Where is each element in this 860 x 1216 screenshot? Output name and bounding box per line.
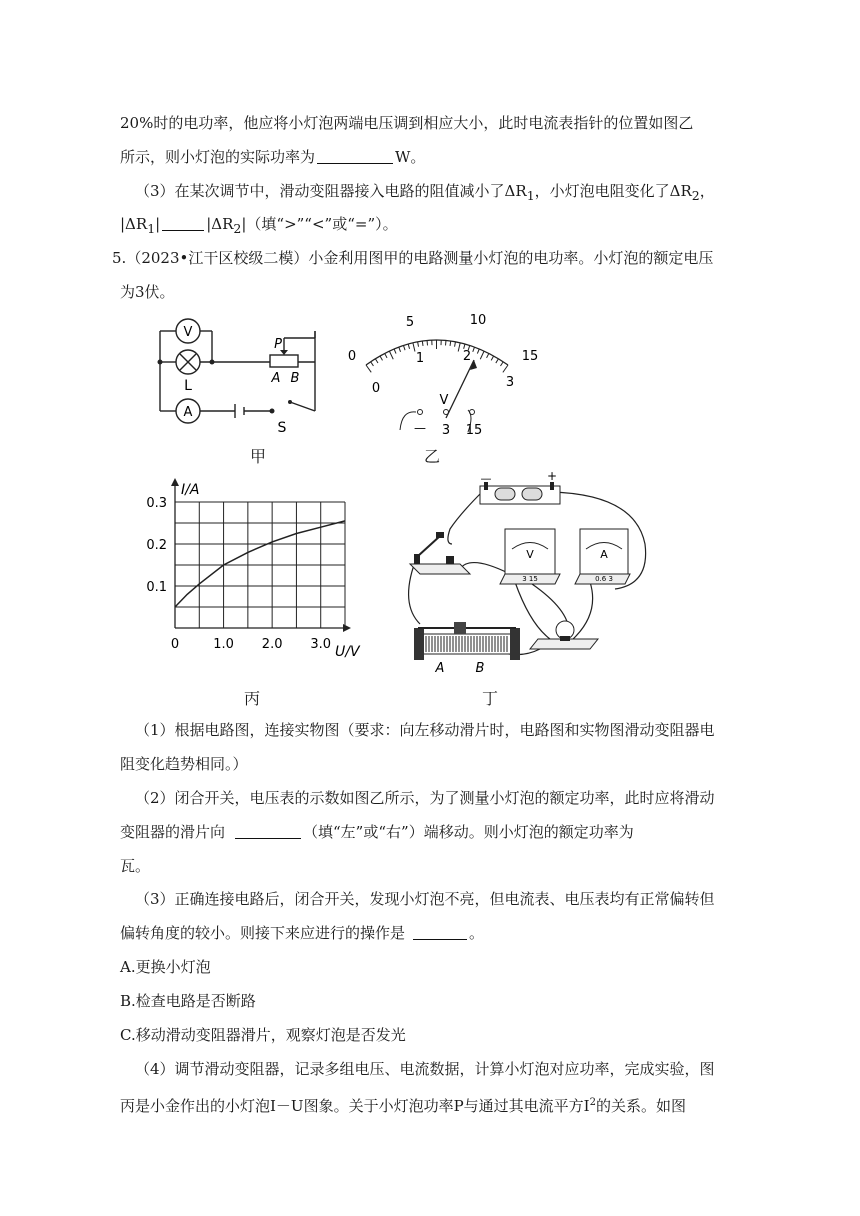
- dial-tick: [477, 349, 479, 354]
- outer-tick-10: 10: [469, 313, 487, 328]
- dial-tick: [473, 347, 475, 352]
- q5-p3-period: 。: [469, 924, 485, 942]
- q4-line1: 20%时的电功率，他应将小灯泡两端电压调到相应大小，此时电流表指针的位置如图乙: [120, 114, 694, 132]
- abs-dr1-sub: 1: [147, 221, 156, 236]
- terminal-3: 3: [441, 423, 451, 438]
- q4-p3-fill-hint: |（填“>”“<”或“=”）。: [241, 215, 398, 233]
- dial-tick: [480, 351, 484, 359]
- abs-bar: |: [155, 215, 161, 233]
- voltmeter-terminals: 3 15: [522, 575, 538, 583]
- dial-tick: [389, 351, 393, 359]
- abs-dr2: |ΔR: [206, 215, 234, 233]
- dial-tick: [491, 356, 493, 360]
- dial-tick: [418, 342, 419, 347]
- dial-needle: [446, 360, 474, 418]
- battery-minus: —: [480, 472, 492, 485]
- abs-dr1: |ΔR: [120, 215, 148, 233]
- knife-switch: [410, 532, 470, 574]
- q5-p3-line1: （3）正确连接电路后，闭合开关，发现小灯泡不亮，但电流表、电压表均有正常偏转但: [135, 890, 715, 908]
- outer-tick-5: 5: [405, 315, 415, 330]
- ammeter-terminals: 0.6 3: [595, 575, 613, 583]
- dial-tick: [458, 343, 460, 352]
- dial-tick: [500, 362, 503, 366]
- rheostat-device: [414, 622, 520, 676]
- q5-p2-text2: （填“左”或“右”）端移动。则小灯泡的额定功率为: [303, 823, 634, 841]
- q5-p1-line2: 阻变化趋势相同。）: [120, 755, 248, 773]
- q5-p3-text: 偏转角度的较小。则接下来应进行的操作是: [120, 924, 406, 942]
- x-axis-title: U/V: [335, 644, 360, 660]
- q5-p1-line1: （1）根据电路图，连接实物图（要求：向左移动滑片时，电路图和实物图滑动变阻器电: [135, 721, 715, 739]
- dial-tick: [366, 365, 371, 372]
- dial-unit: V: [439, 393, 449, 408]
- q4-p3-comma: ，: [699, 182, 715, 200]
- y-tick-label: 0.2: [146, 538, 167, 553]
- chart-grid: [175, 502, 345, 628]
- lamp-holder: [530, 621, 598, 649]
- question-number: 5.: [112, 249, 127, 267]
- x-tick-label: 1.0: [213, 637, 234, 652]
- switch-label: S: [277, 420, 287, 436]
- dial-tick: [375, 359, 378, 363]
- x-tick-label: 3.0: [310, 637, 332, 652]
- dial-tick: [371, 362, 374, 366]
- dial-tick: [487, 353, 489, 357]
- figure-yi-caption: 乙: [423, 447, 440, 466]
- ammeter-device: [575, 529, 630, 584]
- q5-p4-line2: [120, 1093, 686, 1116]
- option-a[interactable]: A.更换小灯泡: [120, 958, 211, 976]
- q4-part3-line2: [120, 214, 398, 239]
- dial-tick: [408, 344, 409, 349]
- rheostat-end-b: B: [290, 371, 300, 386]
- answer-blank[interactable]: [317, 148, 393, 164]
- y-tick-label: 0.1: [146, 580, 167, 595]
- inner-tick-2: 2: [462, 349, 472, 364]
- q5-p2-line2: [120, 822, 634, 842]
- figure-bing-caption: 丙: [243, 689, 260, 708]
- q5-p2-text: 变阻器的滑片向: [120, 823, 226, 841]
- q5-stem-line2: 为3伏。: [120, 283, 175, 301]
- q4-line2-text: 所示，则小灯泡的实际功率为: [120, 148, 316, 166]
- battery-pack: [480, 469, 560, 504]
- answer-blank[interactable]: [235, 823, 301, 839]
- x-tick-label: 0: [170, 637, 180, 652]
- dial-ticks: [366, 340, 508, 372]
- rheostat-terminal-b: B: [475, 661, 485, 676]
- battery-plus: +: [546, 469, 558, 483]
- dial-tick: [394, 349, 396, 354]
- y-axis-arrow: [171, 478, 179, 486]
- slider-label: P: [274, 337, 282, 352]
- voltmeter-face-label: V: [526, 548, 534, 561]
- q5-stem-line1: （2023•江干区校级二模）小金利用图甲的电路测量小灯泡的电功率。小灯泡的额定电压: [126, 249, 714, 267]
- figure-jia-caption: 甲: [249, 447, 266, 466]
- switch-terminal: [270, 409, 275, 414]
- q4-line2: [120, 147, 425, 167]
- q5-p3-line2: [120, 923, 484, 943]
- q5-p4-line1: （4）调节滑动变阻器，记录多组电压、电流数据，计算小灯泡对应功率，完成实验，图: [135, 1060, 715, 1078]
- figure-jia-circuit: [150, 314, 330, 436]
- figure-ding-apparatus: [400, 469, 660, 684]
- y-tick-label: 0.3: [146, 496, 167, 511]
- q4-p3-text: （3）在某次调节中，滑动变阻器接入电路的阻值减小了ΔR: [135, 182, 527, 200]
- junction-dot: [158, 360, 163, 365]
- q4-p3-sub2: 2: [691, 188, 700, 203]
- dial-tick: [503, 365, 508, 372]
- inner-tick-3: 3: [505, 375, 515, 390]
- q4-unit-w: W。: [395, 148, 426, 166]
- dial-tick: [413, 343, 415, 352]
- q4-part3-line1: [135, 181, 715, 206]
- inner-tick-1: 1: [415, 351, 425, 366]
- q4-p3-sub: 1: [526, 188, 535, 203]
- outer-tick-15: 15: [521, 349, 539, 364]
- outer-tick-0: 0: [347, 349, 357, 364]
- option-b[interactable]: B.检查电路是否断路: [120, 992, 256, 1010]
- rheostat-terminal-a: A: [435, 661, 445, 676]
- q5-p4-text2: 的关系。如图: [595, 1097, 686, 1115]
- figure-bing-iu-chart: [145, 476, 370, 666]
- q5-p4-sup: 2: [589, 1097, 596, 1108]
- q5-p4-text: 丙是小金作出的小灯泡I－U图象。关于小灯泡功率P与通过其电流平方I: [120, 1097, 590, 1115]
- q5-header: [112, 248, 713, 268]
- dial-tick: [422, 341, 423, 346]
- dial-tick: [385, 353, 387, 357]
- answer-blank[interactable]: [162, 215, 204, 231]
- dial-tick: [380, 356, 382, 360]
- q5-p2-line3: 瓦。: [120, 857, 151, 875]
- figure-ding-caption: 丁: [481, 689, 498, 708]
- ammeter-symbol-label: A: [183, 405, 193, 420]
- abs-dr2-sub: 2: [233, 221, 242, 236]
- dial-tick: [455, 342, 456, 347]
- q5-p2-line1: （2）闭合开关，电压表的示数如图乙所示，为了测量小灯泡的额定功率，此时应将滑动: [135, 789, 715, 807]
- terminal-neg: —: [414, 421, 426, 435]
- y-axis-title: I/A: [181, 482, 200, 498]
- q4-p3-text2: ，小灯泡电阻变化了ΔR: [534, 182, 692, 200]
- answer-blank[interactable]: [413, 924, 467, 940]
- terminal-15: 15: [465, 423, 483, 438]
- voltmeter-device: [500, 529, 560, 584]
- rheostat-end-a: A: [271, 371, 281, 386]
- dial-tick: [403, 345, 405, 350]
- inner-tick-0: 0: [371, 381, 381, 396]
- dial-tick: [496, 359, 499, 363]
- voltmeter-symbol-label: V: [183, 325, 193, 340]
- x-tick-label: 2.0: [261, 637, 283, 652]
- option-c[interactable]: C.移动滑动变阻器滑片，观察灯泡是否发光: [120, 1026, 406, 1044]
- switch-terminal: [288, 400, 292, 404]
- ammeter-face-label: A: [600, 548, 608, 561]
- dial-tick: [450, 341, 451, 346]
- junction-dot: [210, 360, 215, 365]
- x-axis-arrow: [343, 624, 351, 632]
- iu-curve-line: [175, 521, 345, 607]
- lamp-label: L: [184, 378, 192, 394]
- dial-tick: [399, 347, 401, 352]
- figure-yi-voltmeter: [340, 310, 550, 440]
